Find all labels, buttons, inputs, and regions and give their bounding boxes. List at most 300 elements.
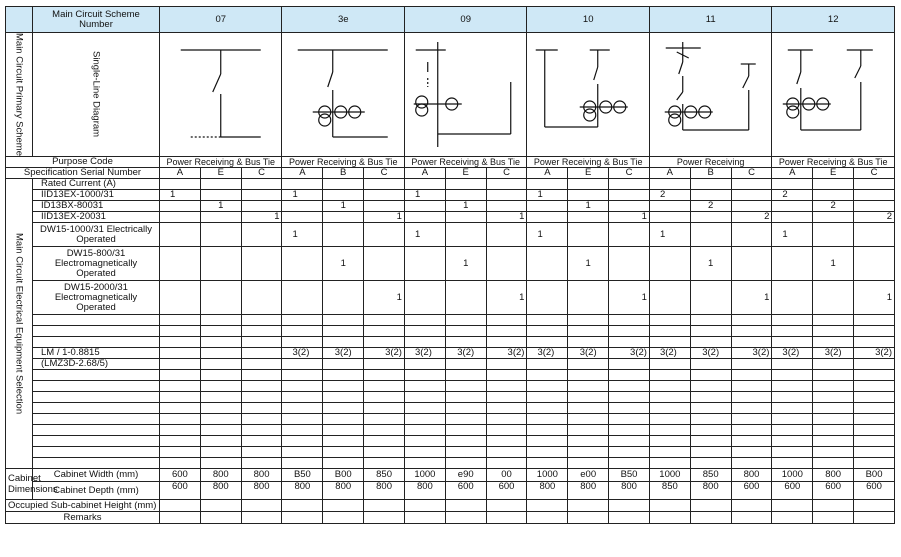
empty-cell [364, 500, 405, 512]
equipment-cell [486, 403, 527, 414]
equipment-cell [690, 370, 731, 381]
equipment-cell [241, 201, 282, 212]
equipment-cell: 3(2) [568, 348, 609, 359]
equipment-cell [364, 392, 405, 403]
cabinet-width-cell: 800 [813, 469, 854, 482]
spec-serial-cell: E [813, 168, 854, 179]
cabinet-width-cell: B50 [609, 469, 650, 482]
empty-cell [282, 500, 323, 512]
empty-cell [160, 500, 201, 512]
equipment-label: DW15-800/31 Electromagnetically Operated [33, 247, 160, 281]
equipment-cell [364, 201, 405, 212]
equipment-label [33, 414, 160, 425]
empty-cell [649, 500, 690, 512]
equipment-cell [527, 392, 568, 403]
equipment-cell [364, 414, 405, 425]
empty-cell [609, 512, 650, 524]
equipment-cell [690, 414, 731, 425]
equipment-label [33, 315, 160, 326]
equipment-cell [364, 436, 405, 447]
equipment-cell [772, 359, 813, 370]
equipment-cell [813, 190, 854, 201]
equipment-cell [609, 458, 650, 469]
equipment-cell [854, 370, 895, 381]
equipment-cell [200, 337, 241, 348]
cabinet-depth-cell: 600 [772, 482, 813, 500]
rated-current-cell [282, 179, 323, 190]
equipment-cell [404, 326, 445, 337]
equipment-cell [445, 458, 486, 469]
equipment-cell [404, 370, 445, 381]
equipment-cell [241, 359, 282, 370]
equipment-cell [364, 326, 405, 337]
purpose-code: Power Receiving & Bus Tie [772, 157, 895, 168]
equipment-cell [364, 447, 405, 458]
cabinet-depth-cell: 600 [731, 482, 772, 500]
spec-serial-label: Specification Serial Number [6, 168, 160, 179]
equipment-cell [404, 381, 445, 392]
equipment-cell [364, 315, 405, 326]
equipment-cell [690, 315, 731, 326]
equipment-cell [568, 458, 609, 469]
scheme-number: 12 [772, 7, 895, 33]
equipment-cell [527, 247, 568, 281]
empty-cell [445, 500, 486, 512]
equipment-cell: 1 [568, 247, 609, 281]
equipment-cell [690, 190, 731, 201]
purpose-code: Power Receiving & Bus Tie [527, 157, 649, 168]
equipment-cell [527, 315, 568, 326]
cabinet-depth-cell: 800 [200, 482, 241, 500]
equipment-cell [486, 315, 527, 326]
equipment-cell [813, 436, 854, 447]
rated-current-cell [160, 179, 201, 190]
equipment-cell [568, 190, 609, 201]
equipment-cell: 2 [813, 201, 854, 212]
cabinet-width-cell: 1000 [527, 469, 568, 482]
diagram-12 [772, 33, 895, 157]
equipment-cell [323, 425, 364, 436]
equipment-cell [527, 337, 568, 348]
equipment-cell [323, 436, 364, 447]
equipment-row [6, 337, 895, 348]
cabinet-depth-cell: 800 [690, 482, 731, 500]
cabinet-width-cell: 600 [160, 469, 201, 482]
equipment-selection-label: Main Circuit Electrical Equipment Selection [6, 179, 33, 469]
spec-serial-cell: A [160, 168, 201, 179]
rated-current-cell [690, 179, 731, 190]
equipment-cell [404, 281, 445, 315]
equipment-cell [486, 359, 527, 370]
spec-serial-cell: C [364, 168, 405, 179]
cabinet-depth-cell: 600 [813, 482, 854, 500]
equipment-row [6, 370, 895, 381]
equipment-cell [609, 370, 650, 381]
equipment-cell [282, 370, 323, 381]
equipment-cell [364, 247, 405, 281]
equipment-cell: 1 [772, 223, 813, 247]
cabinet-depth-cell: 800 [568, 482, 609, 500]
equipment-cell [160, 281, 201, 315]
equipment-label: IID13EX-20031 [33, 212, 160, 223]
equipment-cell [445, 190, 486, 201]
rated-current-cell [486, 179, 527, 190]
empty-cell [445, 512, 486, 524]
scheme-number: 3e [282, 7, 404, 33]
spec-serial-cell: E [445, 168, 486, 179]
primary-scheme-label: Main Circuit Primary Scheme [6, 33, 33, 157]
equipment-cell [486, 370, 527, 381]
equipment-cell: 1 [364, 212, 405, 223]
equipment-cell [200, 315, 241, 326]
scheme-table [5, 6, 895, 524]
equipment-cell [568, 403, 609, 414]
equipment-cell [568, 281, 609, 315]
equipment-cell [200, 414, 241, 425]
equipment-cell [568, 370, 609, 381]
equipment-cell [486, 223, 527, 247]
equipment-cell [772, 247, 813, 281]
equipment-cell [772, 403, 813, 414]
equipment-cell [160, 403, 201, 414]
equipment-cell [445, 436, 486, 447]
single-line-diagram-07-icon [160, 42, 281, 147]
equipment-cell [486, 447, 527, 458]
equipment-cell [323, 370, 364, 381]
equipment-cell: 2 [854, 212, 895, 223]
equipment-cell [609, 359, 650, 370]
equipment-cell [854, 315, 895, 326]
equipment-cell [241, 447, 282, 458]
empty-cell [690, 500, 731, 512]
equipment-cell [813, 414, 854, 425]
equipment-cell: 1 [282, 190, 323, 201]
equipment-cell [282, 247, 323, 281]
equipment-cell [813, 212, 854, 223]
single-line-diagram-09-icon [405, 42, 526, 147]
equipment-cell: 1 [731, 281, 772, 315]
empty-cell [404, 512, 445, 524]
equipment-cell [649, 281, 690, 315]
equipment-cell [772, 392, 813, 403]
cabinet-width-cell: 1000 [404, 469, 445, 482]
equipment-cell: 1 [282, 223, 323, 247]
equipment-cell: 3(2) [445, 348, 486, 359]
scheme-number-label: Main Circuit Scheme Number [33, 7, 160, 33]
equipment-cell [323, 212, 364, 223]
equipment-cell [690, 403, 731, 414]
cabinet-width-cell: 800 [241, 469, 282, 482]
equipment-cell [527, 447, 568, 458]
equipment-cell [527, 370, 568, 381]
equipment-cell [200, 223, 241, 247]
equipment-cell [731, 414, 772, 425]
equipment-row [6, 247, 895, 281]
equipment-cell [854, 403, 895, 414]
empty-cell [690, 512, 731, 524]
equipment-cell [200, 436, 241, 447]
equipment-label [33, 436, 160, 447]
diagram-07 [160, 33, 282, 157]
equipment-cell [404, 337, 445, 348]
equipment-cell [323, 458, 364, 469]
equipment-cell [813, 326, 854, 337]
equipment-cell [609, 447, 650, 458]
equipment-cell [486, 392, 527, 403]
equipment-label [33, 381, 160, 392]
equipment-label: LM / 1-0.8815 [33, 348, 160, 359]
equipment-cell [486, 381, 527, 392]
cabinet-depth-label: Cabinet Depth (mm) [33, 482, 160, 500]
equipment-cell [160, 381, 201, 392]
equipment-cell [404, 436, 445, 447]
equipment-cell: 1 [609, 212, 650, 223]
cabinet-depth-cell: 800 [241, 482, 282, 500]
spec-serial-cell: B [690, 168, 731, 179]
equipment-cell [690, 381, 731, 392]
equipment-row [6, 458, 895, 469]
equipment-cell [731, 326, 772, 337]
equipment-cell: 1 [364, 281, 405, 315]
equipment-cell [772, 381, 813, 392]
empty-cell [568, 512, 609, 524]
cabinet-depth-cell: 600 [486, 482, 527, 500]
equipment-cell [200, 447, 241, 458]
empty-cell [323, 500, 364, 512]
equipment-cell [772, 436, 813, 447]
equipment-cell [486, 190, 527, 201]
equipment-cell: 1 [690, 247, 731, 281]
empty-cell [241, 512, 282, 524]
equipment-cell [568, 315, 609, 326]
equipment-cell: 1 [527, 190, 568, 201]
equipment-cell [568, 425, 609, 436]
equipment-cell [323, 326, 364, 337]
equipment-label: ID13BX-80031 [33, 201, 160, 212]
empty-cell [282, 512, 323, 524]
equipment-cell: 1 [813, 247, 854, 281]
empty-cell [568, 500, 609, 512]
diagram-09 [404, 33, 526, 157]
empty-cell [486, 500, 527, 512]
cabinet-width-row [6, 469, 895, 482]
spec-serial-cell: C [241, 168, 282, 179]
equipment-cell [364, 190, 405, 201]
equipment-label [33, 458, 160, 469]
equipment-cell [160, 315, 201, 326]
equipment-cell [241, 337, 282, 348]
spec-serial-cell: A [772, 168, 813, 179]
equipment-cell [568, 392, 609, 403]
equipment-cell: 3(2) [282, 348, 323, 359]
equipment-row [6, 403, 895, 414]
cabinet-dimensions-label: Cabinet Dimensions [6, 469, 33, 500]
equipment-cell [690, 359, 731, 370]
equipment-cell [690, 458, 731, 469]
equipment-cell [404, 458, 445, 469]
equipment-cell [854, 381, 895, 392]
equipment-cell [323, 403, 364, 414]
empty-cell [854, 512, 895, 524]
empty-cell [241, 500, 282, 512]
rated-current-cell [445, 179, 486, 190]
equipment-cell [649, 247, 690, 281]
equipment-cell [731, 223, 772, 247]
equipment-cell [772, 458, 813, 469]
equipment-cell [731, 359, 772, 370]
equipment-cell [731, 447, 772, 458]
rated-current-cell [772, 179, 813, 190]
equipment-cell [854, 458, 895, 469]
equipment-cell [282, 381, 323, 392]
equipment-cell [160, 326, 201, 337]
equipment-cell [609, 326, 650, 337]
equipment-cell [241, 392, 282, 403]
equipment-cell [282, 436, 323, 447]
equipment-cell [160, 370, 201, 381]
equipment-cell [854, 359, 895, 370]
equipment-row [6, 315, 895, 326]
empty-cell [527, 512, 568, 524]
empty-cell [200, 512, 241, 524]
equipment-cell [690, 326, 731, 337]
equipment-cell [772, 201, 813, 212]
equipment-cell [282, 392, 323, 403]
empty-cell [200, 500, 241, 512]
scheme-number: 09 [404, 7, 526, 33]
equipment-cell [731, 403, 772, 414]
equipment-cell [160, 223, 201, 247]
equipment-cell: 1 [609, 281, 650, 315]
equipment-cell [282, 359, 323, 370]
equipment-cell [200, 212, 241, 223]
equipment-cell [160, 337, 201, 348]
equipment-cell [854, 425, 895, 436]
cabinet-depth-cell: 600 [160, 482, 201, 500]
equipment-cell [813, 447, 854, 458]
equipment-cell [813, 281, 854, 315]
equipment-cell [772, 315, 813, 326]
equipment-cell [200, 326, 241, 337]
equipment-row [6, 436, 895, 447]
equipment-cell [772, 370, 813, 381]
equipment-cell [323, 315, 364, 326]
equipment-cell [486, 201, 527, 212]
equipment-cell [323, 359, 364, 370]
spec-serial-cell: A [649, 168, 690, 179]
equipment-cell [200, 458, 241, 469]
equipment-cell [445, 315, 486, 326]
spec-serial-cell: A [527, 168, 568, 179]
equipment-cell [649, 315, 690, 326]
equipment-cell: 1 [486, 212, 527, 223]
equipment-cell [486, 414, 527, 425]
equipment-row [6, 359, 895, 370]
rated-current-cell [241, 179, 282, 190]
equipment-cell [854, 190, 895, 201]
equipment-cell: 1 [445, 201, 486, 212]
empty-cell [772, 512, 813, 524]
equipment-cell [649, 326, 690, 337]
rated-current-cell [649, 179, 690, 190]
equipment-cell [609, 414, 650, 425]
equipment-cell [486, 337, 527, 348]
equipment-row [6, 326, 895, 337]
equipment-row [6, 190, 895, 201]
rated-current-cell [404, 179, 445, 190]
equipment-cell [486, 436, 527, 447]
equipment-cell [649, 414, 690, 425]
equipment-cell [731, 392, 772, 403]
equipment-cell: 3(2) [731, 348, 772, 359]
equipment-cell [527, 414, 568, 425]
cabinet-width-label: Cabinet Width (mm) [33, 469, 160, 482]
empty-cell [527, 500, 568, 512]
equipment-cell [241, 425, 282, 436]
equipment-cell [527, 281, 568, 315]
scheme-number: 11 [649, 7, 771, 33]
equipment-cell [445, 403, 486, 414]
spec-serial-cell: A [404, 168, 445, 179]
equipment-row [6, 425, 895, 436]
equipment-cell [364, 370, 405, 381]
equipment-cell: 1 [854, 281, 895, 315]
equipment-cell: 2 [649, 190, 690, 201]
spec-serial-cell: C [486, 168, 527, 179]
equipment-cell [160, 447, 201, 458]
equipment-cell [241, 281, 282, 315]
equipment-cell [404, 392, 445, 403]
equipment-cell [813, 458, 854, 469]
equipment-cell [445, 425, 486, 436]
cabinet-width-cell: B00 [854, 469, 895, 482]
equipment-cell [731, 458, 772, 469]
rated-current-cell [527, 179, 568, 190]
cabinet-width-cell: 850 [690, 469, 731, 482]
equipment-cell [282, 281, 323, 315]
equipment-cell [282, 212, 323, 223]
equipment-cell [364, 381, 405, 392]
occupied-height-label: Occupied Sub-cabinet Height (mm) [6, 500, 160, 512]
single-line-diagram-label: Single-Line Diagram [33, 33, 160, 157]
equipment-cell [609, 247, 650, 281]
equipment-cell: 1 [445, 247, 486, 281]
equipment-cell [649, 392, 690, 403]
equipment-cell [282, 403, 323, 414]
equipment-cell [282, 458, 323, 469]
equipment-cell [731, 370, 772, 381]
equipment-cell [649, 436, 690, 447]
equipment-label [33, 337, 160, 348]
rated-current-cell [731, 179, 772, 190]
equipment-cell [854, 414, 895, 425]
equipment-cell [200, 247, 241, 281]
cabinet-width-cell: 800 [200, 469, 241, 482]
single-line-diagram-10-icon [527, 42, 648, 147]
equipment-cell [813, 381, 854, 392]
empty-cell [772, 500, 813, 512]
equipment-label: DW15-1000/31 Electrically Operated [33, 223, 160, 247]
equipment-cell [160, 414, 201, 425]
cabinet-depth-cell: 800 [527, 482, 568, 500]
equipment-cell [241, 190, 282, 201]
equipment-cell [854, 223, 895, 247]
equipment-cell [527, 359, 568, 370]
equipment-cell: 3(2) [323, 348, 364, 359]
equipment-cell [731, 337, 772, 348]
equipment-cell [527, 212, 568, 223]
equipment-cell [854, 326, 895, 337]
